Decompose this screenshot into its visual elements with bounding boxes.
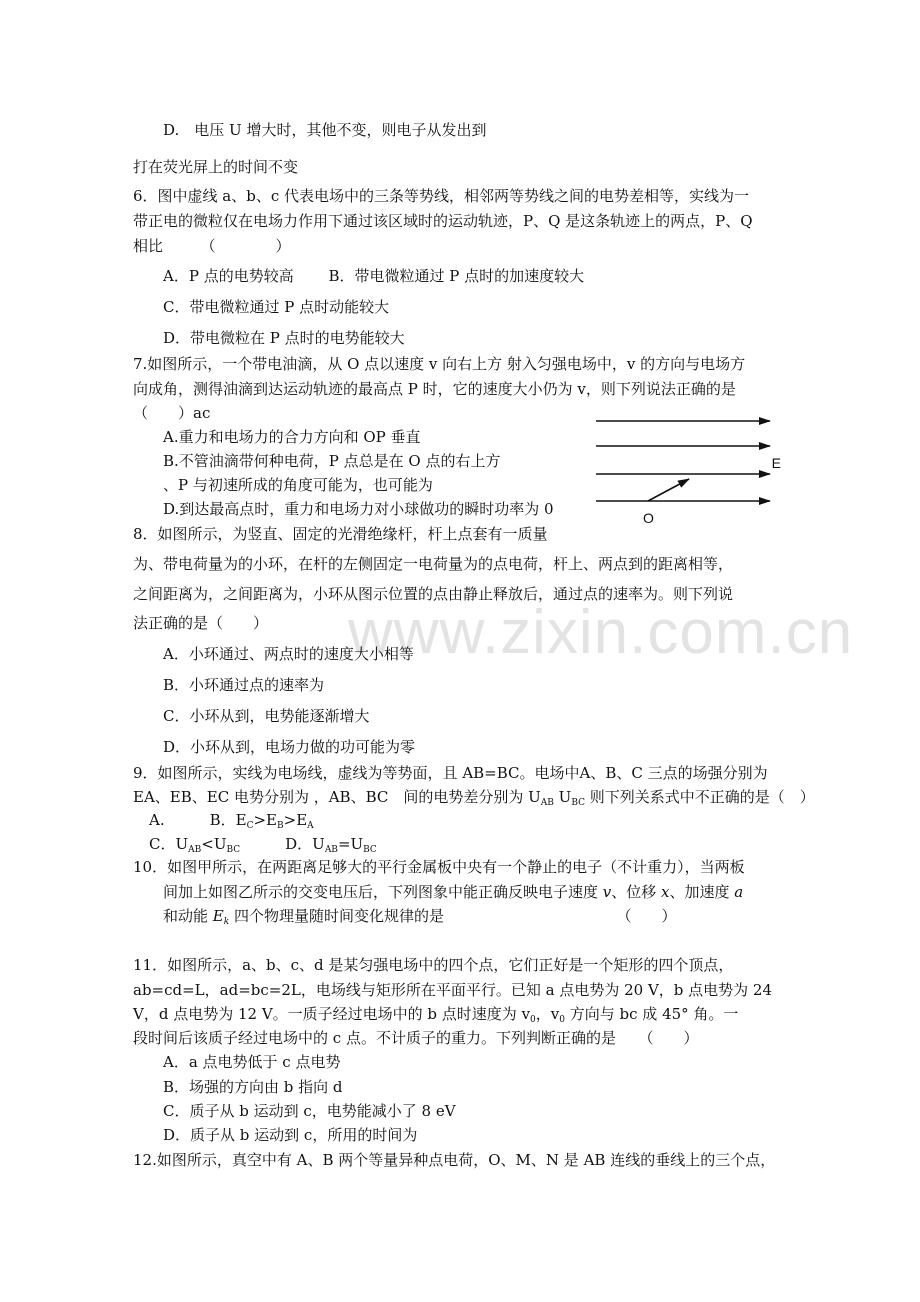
q11-stem-2: ab=cd=L，ad=bc=2L，电场线与矩形所在平面平行。已知 a 点电势为 20 V，b 点电势为 24 <box>133 981 772 999</box>
q7-stem-3: （ ）ac <box>133 404 211 422</box>
electric-field-diagram <box>590 405 780 525</box>
q7-option-a: A.重力和电场力的合力方向和 OP 垂直 <box>163 428 421 446</box>
q12-stem-1: 12.如图所示，真空中有 A、B 两个等量异种点电荷，O、M、N 是 AB 连线的垂线上的三个点， <box>133 1151 776 1169</box>
field-label-e: E <box>771 455 781 471</box>
q9-stem-2: EA、EB、EC 电势分别为 ，AB、BC 间的电势差分别为 $U_{AB}$ $U_{BC}$ 则下列关系式中不正确的是（ ） <box>133 788 815 808</box>
q6-options-ab: A．P 点的电势较高 B．带电微粒通过 P 点时的加速度较大 <box>163 267 585 285</box>
q11-option-c: C．质子从 b 运动到 c，电势能减小了 8 eV <box>163 1102 456 1120</box>
velocity-arrow <box>648 479 689 501</box>
q6-option-c: C．带电微粒通过 P 点时动能较大 <box>163 298 390 316</box>
q8-stem-3: 之间距离为，之间距离为，小环从图示位置的点由静止释放后，通过点的速率为。则下列说 <box>133 585 734 603</box>
q9-options-ab: A. B．$E_C>E_B>E_A$ <box>149 811 314 831</box>
q5-option-d-cont: 打在荧光屏上的时间不变 <box>133 158 299 176</box>
q6-stem-1: 6．图中虚线 a、b、c 代表电场中的三条等势线，相邻两等势线之间的电势差相等，实线为一 <box>133 187 750 205</box>
q8-stem-2: 为、带电荷量为的小环，在杆的左侧固定一电荷量为的点电荷，杆上、两点到的距离相等， <box>133 555 734 573</box>
watermark: www.zixin.com.cn <box>348 598 854 667</box>
q7-stem-1: 7.如图所示，一个带电油滴，从 O 点以速度 v 向右上方 射入匀强电场中，v 的方向与电场方 <box>133 355 746 373</box>
q11-stem-3: V，d 点电势为 12 V。一质子经过电场中的 b 点时速度为 $v_0$，$v_0$ 方向与 bc 成 45° 角。一 <box>133 1005 739 1025</box>
q9-options-cd: C．$U_{AB}<U_{BC}$ D．$U_{AB}=U_{BC}$ <box>149 835 377 855</box>
q8-stem-4: 法正确的是（ ） <box>133 614 269 632</box>
q10-stem-2: 间加上如图乙所示的交变电压后，下列图象中能正确反映电子速度 v、位移 x、加速度 a <box>163 883 744 901</box>
q6-stem-3: 相比 （ ） <box>133 237 291 255</box>
q8-stem-1: 8．如图所示，为竖直、固定的光滑绝缘杆，杆上点套有一质量 <box>133 525 548 543</box>
q11-option-a: A．a 点电势低于 c 点电势 <box>163 1053 341 1071</box>
q9-stem-1: 9．如图所示，实线为电场线，虚线为等势面，且 AB=BC。电场中A、B、C 三点的场强分别为 <box>133 764 768 782</box>
q5-option-d: D. 电压 U 增大时，其他不变，则电子从发出到 <box>163 121 487 139</box>
q10-stem-3: 和动能 $E_k$ 四个物理量随时间变化规律的是 （ ） <box>163 907 677 927</box>
q6-option-d: D．带电微粒在 P 点时的电势能较大 <box>163 329 405 347</box>
q11-option-b: B．场强的方向由 b 指向 d <box>163 1078 343 1096</box>
q11-stem-4: 段时间后该质子经过电场中的 c 点。不计质子的重力。下列判断正确的是 （ ） <box>133 1029 699 1047</box>
q8-option-b: B．小环通过点的速率为 <box>163 676 325 694</box>
q7-option-b: B.不管油滴带何种电荷，P 点总是在 O 点的右上方 <box>163 452 501 470</box>
origin-label-o: O <box>643 510 654 526</box>
q6-stem-2: 带正电的微粒仅在电场力作用下通过该区域时的运动轨迹，P、Q 是这条轨迹上的两点，P、Q <box>133 212 753 230</box>
q7-option-c: 、P 与初速所成的角度可能为，也可能为 <box>163 476 433 494</box>
q7-option-d: D.到达最高点时，重力和电场力对小球做功的瞬时功率为 0 <box>163 500 554 518</box>
q10-stem-1: 10．如图甲所示，在两距离足够大的平行金属板中央有一个静止的电子（不计重力），当两板 <box>133 858 745 876</box>
q11-option-d: D．质子从 b 运动到 c，所用的时间为 <box>163 1126 418 1144</box>
q8-option-d: D．小环从到，电场力做的功可能为零 <box>163 738 416 756</box>
q7-stem-2: 向成角，测得油滴到达运动轨迹的最高点 P 时，它的速度大小仍为 v，则下列说法正确的是 <box>133 380 736 398</box>
q11-stem-1: 11．如图所示，a、b、c、d 是某匀强电场中的四个点，它们正好是一个矩形的四个顶点， <box>133 956 734 974</box>
q8-option-c: C．小环从到，电势能逐渐增大 <box>163 707 370 725</box>
q8-option-a: A．小环通过、两点时的速度大小相等 <box>163 645 414 663</box>
